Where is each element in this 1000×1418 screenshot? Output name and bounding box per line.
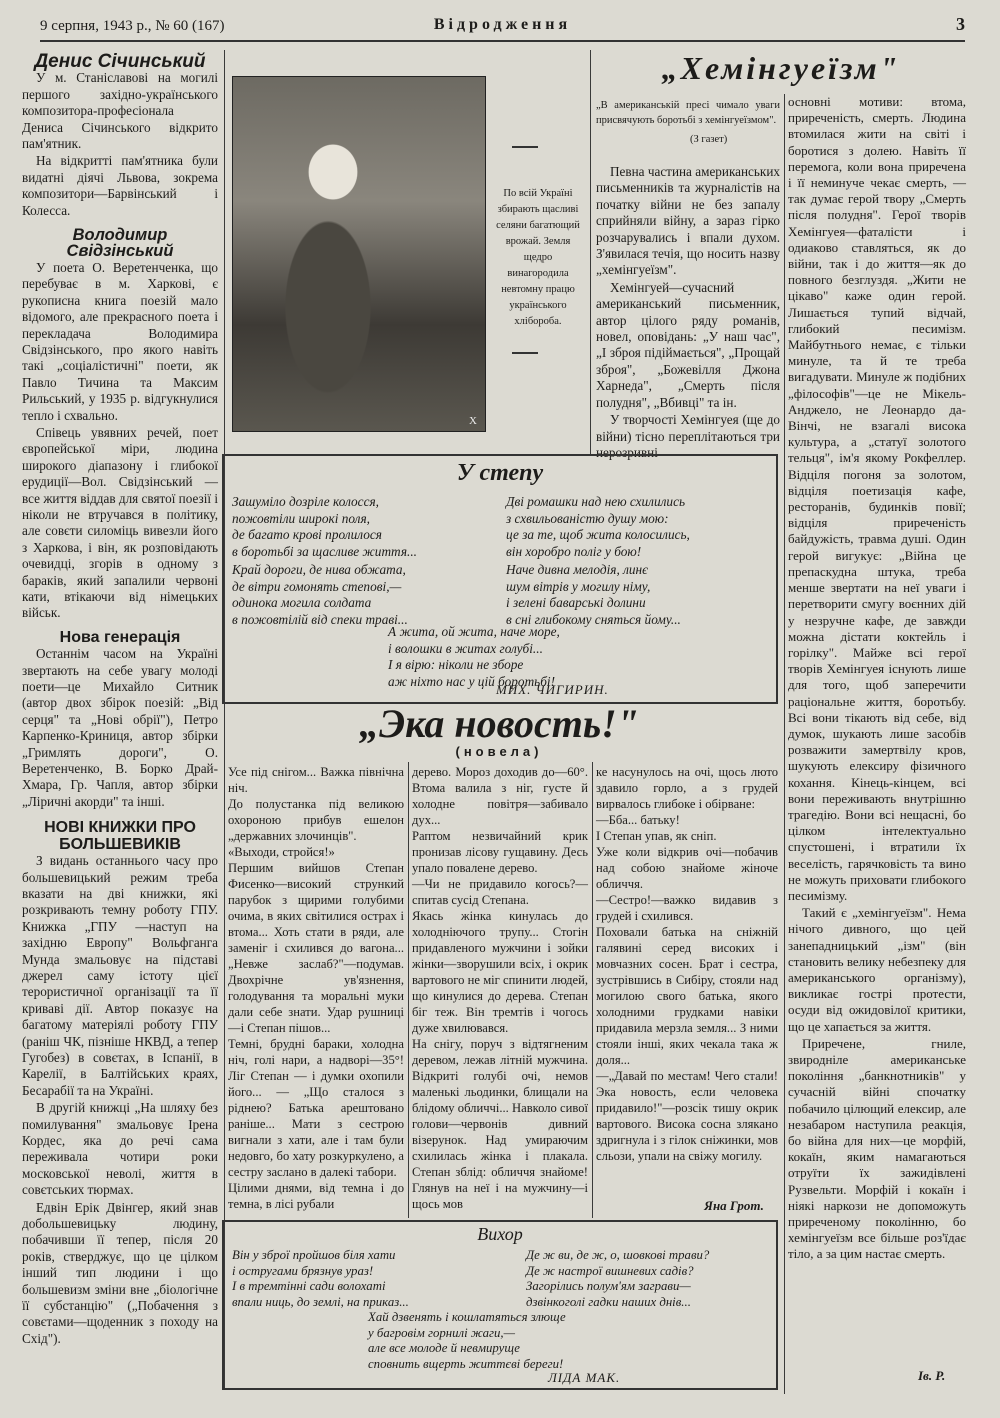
novella-column-3: ке насунулось на очі, щось люто здавило горло, а з грудей вирвалось глибоке і обірване: —Бба... батьку! І Степан упав, як сніп. Уже коли відкрив очі—побачив над собою знайоме жіноче обличчя. —Сестро!—важко видавив з грудей і схилився. Поховали батька на сніжній галявині серед високих і мовчазних сосен. Брат і сестра, зустрівшись в Сибіру, стояли над могилою свого батька, якого холодними грудками навіки придавила мерзла земля... З ними стояли інші, яких чекала така ж доля... —„Давай по местам! Чего стали! Эка новость, если человека придавило!"—розсік тишу окрик вартового. Висока сосна злякано здригнула і з гілок сніжинки, мов сльози, упали на свіжу могилу. [596,765,778,1163]
page-number: 3 [956,14,965,34]
article-paragraph: У м. Станіславові на могилі першого західно-українського композитора-професіонала Дениса Січинського відкрито пам'ятник. [22,70,218,152]
poem-box-whirlwind [222,1220,778,1390]
hemingway-epigraph: „В американській пресі чимало уваги присвячують боротьбі з хемінгуеїзмом". [596,100,780,126]
poem-stanza: Край дороги, де нива обжата, де вітри гомонять степові,— одинока могила солдата в пожовтілій від спеки траві... [232,562,408,627]
novella-column-1: Усе під снігом... Важка північна ніч. До полустанка під великою охороною прибув ешелон „державних злочинців". «Выходи, стройся!» Першим вийшов Степан Фисенко—високий стрункий парубок з щирими голубими очима, в яких світилися острах і втома... Хоть стати в ряди, але заменіг і схилився до вагона... „Невже заслаб?"—подумав. Двохрічне ув'язнення, голодування та моральні муки дали себе знати. Удар рушниці—і Степан пішов... Темні, брудні бараки, холодна ніч, голі нари, а надворі—35°! Ліг Степан — і думки охопили його... — „Що сталося з ріднею? Батька арештовано раніше... Мати з сестрою вигнали з хати, але і там були недовго, бо хату розкуркулено, а сестру заслано в далекі табори. Цілими днями, від темна і до темна, в лісі рубали [228,765,404,1211]
hemingway-title: „Хемінгуеїзм" [661,50,901,86]
left-column [22,51,218,1348]
poem-stanza: Дві ромашки над нею схилились з схвильованістю душу мою: це за те, щоб жита колосились, він хоробро поліг у бою! [506,494,690,559]
column-divider [408,762,409,1218]
caption-dash-top [512,146,538,148]
headline-new-generation: Нова генерація [59,628,181,646]
headline-svidzinsky: Володимир Свідзінський [66,226,174,261]
headline-sichynsky: Денис Січинський [34,51,206,72]
hemingway-column-2 [788,94,966,1264]
novella-title: „Эка новость!" [359,701,639,746]
column-divider [224,50,225,1390]
article-paragraph: В другій книжці „На шляху без помилування" змальовує Ірена Кордес, яка до речі сама переживала чотири роки московської неволі, життя в совєтських тюрмах. [22,1100,218,1198]
novella-subtitle: (новела) [455,744,543,759]
harvest-photo [232,76,486,432]
issue-date: 9 серпня, 1943 р., № 60 (167) [40,18,225,34]
column-divider [784,94,785,1394]
article-paragraph: Едвін Ерік Двінгер, який знав добольшевицьку людину, побачивши її тепер, після 20 років, стверджує, що це цілком інший тип людини і що большевизм зміни вне „біологічне її субстанцію" („Побачення з совєтами—щоденник з походу на Схід"). [22,1199,218,1346]
article-paragraph: На відкритті пам'ятника були видатні діячі Львова, зокрема композитори—Барвінський і Колесса. [22,153,218,218]
article-paragraph: Приречене, гниле, звиродніле американське покоління „банкнотників" у сучасній війні спочатку побачило цілющий елексир, але незабаром наступила реакція, бо війна для них—це морфій, кокаїн, яким намагаються отруїти їх зажидівлені Рузвельти. Морфій і кокаїн і ніякі наркози не допоможуть приреченому поколінню, бо хемінгуеїзм все більше роз'їдає тіло, а за цим настає смерть. [788,1035,966,1262]
photo-mark: X [469,415,477,427]
novella-signature: Яна Грот. [704,1198,764,1213]
article-paragraph: Такий є „хемінгуеїзм". Нема нічого дивного, що цей занепадницький „ізм" (він становить велику небезпеку для американського організму), викликає гострі протести, осуди від ожидовілої критики, що це хапається за життя. [788,905,966,1034]
poem-stanza: Зашуміло дозріле колосся, пожовтіли широкі поля, де багато крові пролилося в боротьбі за щасливе життя... [232,494,417,559]
article-paragraph: Останнім часом на Україні звертають на себе увагу молоді поети—це Михайло Ситник (автор двох збірок поезій: „Від серця" та „Нові обрії"), Петро Карпенко-Криниця, автор збірки „Гримлять дороги", О. Веретенченко, В. Борко Драй-Хмара, Гр. Чапля, автор збірки „Ліричні акорди" та інші. [22,646,218,809]
poem-box-steppe [222,454,778,704]
poem-author: ЛІДА МАК. [548,1370,621,1385]
page-header [40,14,965,42]
column-divider [592,762,593,1218]
article-paragraph: основні мотиви: втома, приреченість, смерть. Людина втомилася жити на світі і боротися з долею. Навіть її перемога, коли вона приречена і її неминуче чекає смерть, —так думає герой твору „Смерть після полудня". Герої творів Хемінгуея—фаталісти і одиаково ставляться, як до війни, так і до життя—як до повного безглуздя. „Жити не цікаво" каже один герой. Лишається тупий відчай, глибокий песимізм. Майбутнього немає, є тільки минуле, та й те треба вигадувати. Минуле ж подібних „філософів"—це не Мікель-Анджело, не Леонардо да-Вінчі, не взагалі висока культура, а „статуї золотого тельця", ім'я якому Рокфеллер. Відціля погоня за золотом, відціля поетизація кафе, ресторанів, будинків повії; відціля приреченість байдужість, травма душі. Один герой вигукує: „Війна це препаскудна штука, треба менше звертати на неї уваги і перетворити смугу воєнних дій у незручне кафе, де завжди можна дістати коктейль і горілку". Майже всі герої творів Хемінгуея існують лише для того, щоб заперечити раціональне життя, боротьбу. Всі вони тікають від себе, від думок, шукають лише засобів розважити замертвілу кров, шукують елексиру фізичного кохання. Кінець-кінцем, всі вони переживають внутрішню трагедію. Вони всі нещасні, бо цілком інтелектуально спустошені, і втратили їх веселість, гарячковість та вино не можуть приховати глибокого песимізму. [788,94,966,903]
poem-title-steppe: У степу [456,460,544,486]
poem-author: МИХ. ЧИГИРИН. [496,682,609,697]
poem-stanza: Де ж ви, де ж, о, шовкові трави? Де ж настрої вишневих садів? Загорілись полум'ям заграви— дзвінкоголі гадки наших днів... [526,1248,710,1309]
hemingway-signature: Ів. Р. [918,1368,946,1383]
novella-column-2: дерево. Мороз доходив до—60°. Втома валила з ніг, густе й холодне повітря—забивало дух... Раптом незвичайний крик пронизав лісову гущавину. Десь упало повалене дерево. —Чи не придавило когось?—спитав сусід Степана. Якась жінка кинулась до холодніючого трупу... Стогін придавленого мужчини і зойки жінки—зворушили всіх, і окрик вартового не міг спинити людей, що кинулися до дерева. Степан біг теж. Він тремтів і чогось дуже хвилювався. На снігу, поруч з відтягненим деревом, лежав літній мужчина. Відкриті голубі очі, немов маленькі льодинки, блищали на блідому обличчі... Навколо сивої голови—червонів дивний візерунок. Над умираючим схилилась жінка і плакала. Степан зблід: обличчя знайоме! Глянув на неї і на мужчину—і щось мов [412,765,588,1211]
headline-new-books: НОВІ КНИЖКИ ПРО БОЛЬШЕВИКІВ [44,819,196,853]
column-divider [590,50,591,454]
poem-stanza: Він у зброї пройшов біля хати і остругами брязнув ураз! І в тремтінні сади волохаті впали ниць, до землі, на приказ... [232,1248,409,1309]
article-paragraph: Певна частина американських письменників та журналістів на початку війни не без запалу сприйняли війну, а зараз гірко розчарувались і впали духом. З'явилася течія, що носить назву „хемінгуеїзм". [596,164,780,278]
photo-caption: По всій Україні збирають щасливі селяни багатющий врожай. Земля щедро винагородила невтомну працю українського хлібороба. [496,188,580,327]
poem-stanza: А жита, ой жита, наче море, і волошки в житах голубі... І я вірю: ніколи не зборе аж ніхто нас у цій боротьбі! [388,624,560,689]
poem-title-whirlwind: Вихор [477,1224,523,1244]
article-paragraph: З видань останнього часу про большевицький режим треба вказати на дві книжки, які розкривають темну роботу ГПУ. Книжка „ГПУ —наступ на західню Европу" Вольфганга Мунда змальовує на підставі джерел саму істоту цієї терористичної організації та її криваві дії. Автор показує на багатому матеріялі роботу ГПУ (раніш ЧК, пізніше НКВД, а тепер Гугобез) в совєтах, в Іспанії, в Карелії, в Балтійських краях, Бесарабії та на Україні. [22,853,218,1098]
article-paragraph: У творчості Хемінгуея (ще до війни) тісно переплітаються три нерозривні [596,412,780,460]
article-paragraph: У поета О. Веретенченка, що перебуває в м. Харкові, є рукописна книга поезій мало відомого, але прекрасного поета і перекладача Володимира Свідзінського, про якого навіть такі „соціалістичні" поети, як Павло Тичина та Максим Рильський, у 1935 р. відгукнулися тепло і схвально. [22,259,218,423]
caption-dash-bottom [512,352,538,354]
poem-stanza: Хай дзвенять і кошлатяться злюще у багровім горнилі жаги,— але все молоде й невмируще сповнить вщерть життєві береги! [368,1310,566,1371]
epigraph-source: (З газет) [690,134,728,145]
newspaper-title: Відродження [433,16,572,33]
poem-stanza: Наче дивна мелодія, линє шум вітрів у могилу німу, і зелені баварські долини в сні глибокому сняться йому... [506,562,681,627]
article-paragraph: Хемінгуей—сучасний американський письменник, автор цілого ряду романів, новел, оповідань: „У наш час", „І зброя підіймається", „Прощай зброя", „Божевілля Джона Харнеда", „Смерть після полудня", „Вбивці" та ін. [596,279,780,410]
article-paragraph: Співець увявних речей, поет європейської міри, людина широкого діапазону і глибокої ерудиції—Вол. Свідзінський — все життя віддав для святої поезії і ніколи не втручався в політику, але совєти силоміць вивезли його з Харкова, і він, як розповідають очевидці, згорів в одному з бараків, який запалили червоні кати, втікаючи від німецьких військ. [22,424,218,621]
hemingway-column-1 [596,164,780,462]
